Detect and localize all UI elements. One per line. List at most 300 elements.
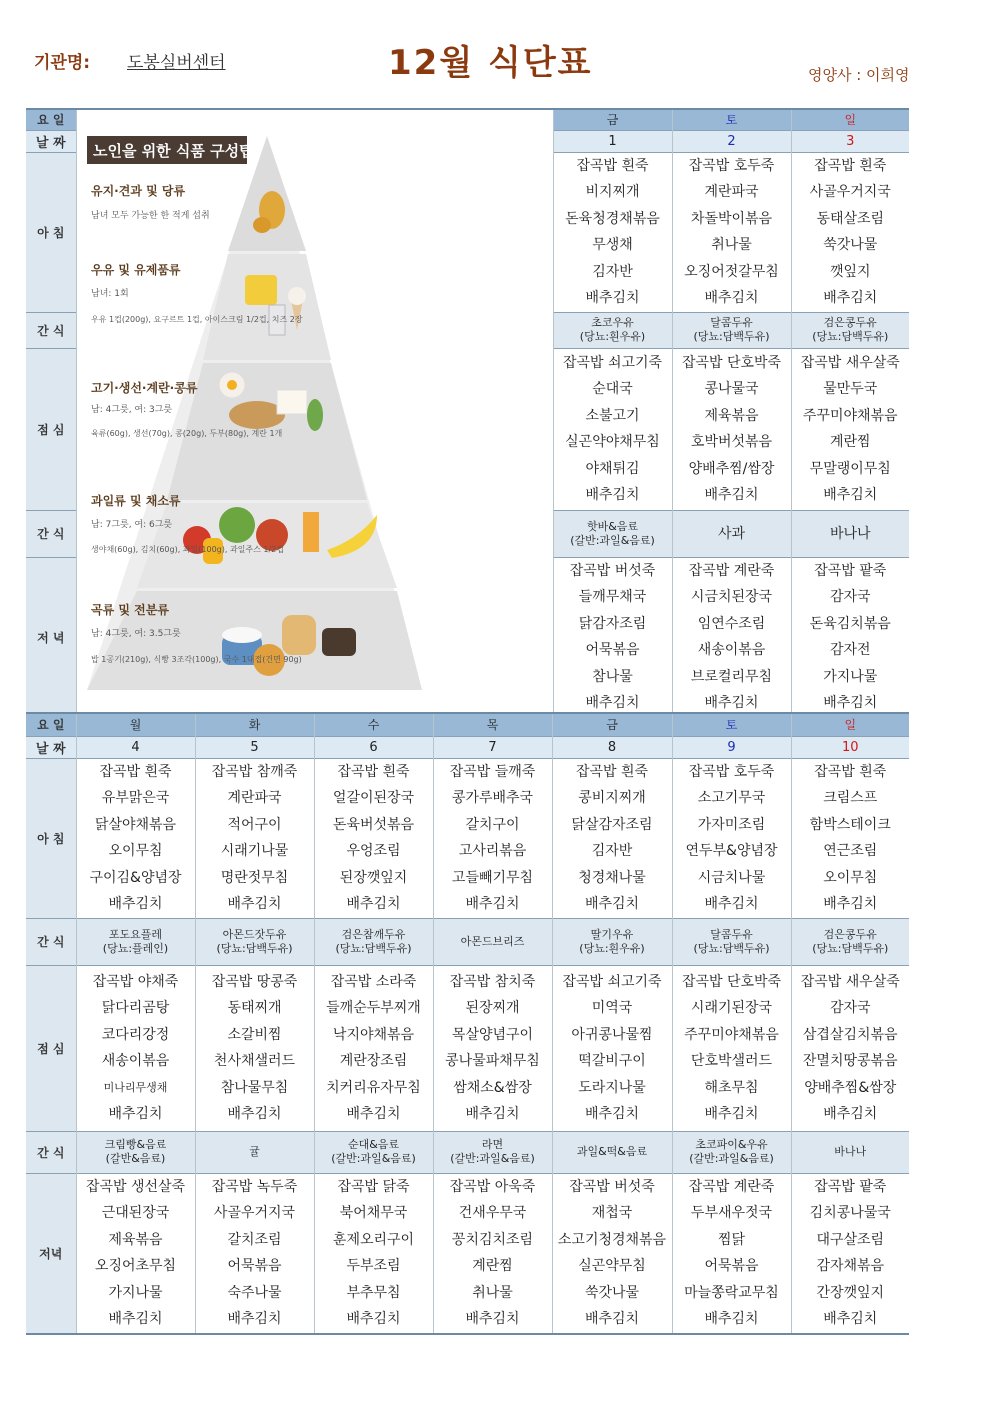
menu-item: 참나물무침 <box>220 1079 289 1096</box>
menu-item: 단호박샐러드 <box>690 1053 773 1069</box>
menu-item: 잡곡밥 흰죽 <box>99 763 172 780</box>
breakfast-cell <box>314 758 433 918</box>
menu-item: 얼갈이된장국 <box>332 790 415 806</box>
menu-item: 두부조림 <box>346 1258 401 1274</box>
menu-item: 배추김치 <box>108 1311 163 1327</box>
snack-item: 검은콩두유 <box>823 316 877 329</box>
day-label: 요 일 <box>26 109 76 130</box>
menu-item: 꽁치김치조림 <box>451 1231 534 1248</box>
breakfast-cell <box>195 758 314 918</box>
date-cell: 8 <box>552 736 672 758</box>
menu-item: 잡곡밥 소라죽 <box>330 973 417 990</box>
menu-item: 배추김치 <box>465 1106 520 1122</box>
menu-item: 잔멸치땅콩볶음 <box>802 1053 898 1069</box>
dietitian: 영양사 : 이희영 <box>808 66 910 84</box>
snack-item: 달콤두유 <box>710 927 753 941</box>
snack-item: (당뇨:담백두유) <box>693 941 770 955</box>
menu-item: 쌈채소&쌈장 <box>453 1079 532 1096</box>
menu-item: 크림스프 <box>823 790 878 806</box>
tier-desc: 남녀: 1회 <box>91 289 129 299</box>
tier-name: 곡류 및 전분류 <box>91 603 169 617</box>
menu-item: 배추김치 <box>704 896 759 912</box>
menu-item: 잡곡밥 흰죽 <box>576 157 649 174</box>
menu-item: 청경채나물 <box>578 869 646 886</box>
menu-item: 명란젓무침 <box>220 869 289 886</box>
menu-item: 무말랭이무침 <box>809 460 891 477</box>
menu-item: 미역국 <box>591 1000 633 1016</box>
menu-item: 훈제오리구이 <box>332 1231 415 1248</box>
date-label: 날 짜 <box>26 130 76 152</box>
date-cell: 6 <box>314 736 433 758</box>
snack-cell <box>314 918 433 965</box>
menu-item: 대구살조림 <box>816 1231 885 1248</box>
day-cell: 일 <box>791 713 909 736</box>
lunch-cell <box>672 965 791 1131</box>
menu-item: 양배추찜/쌈장 <box>688 460 775 477</box>
menu-item: 잡곡밥 야채죽 <box>92 973 179 990</box>
menu-item: 배추김치 <box>108 896 163 912</box>
menu-item: 함박스테이크 <box>809 816 891 833</box>
menu-item: 잡곡밥 단호박죽 <box>681 354 782 371</box>
snack-cell <box>195 1131 314 1173</box>
date-cell: 9 <box>672 736 791 758</box>
snack-item: (당뇨:담백두유) <box>693 330 770 343</box>
menu-item: 잡곡밥 흰죽 <box>575 763 649 780</box>
snack-cell <box>552 918 672 965</box>
menu-item: 감자국 <box>829 1000 871 1016</box>
menu-item: 어묵볶음 <box>227 1258 282 1274</box>
menu-item: 적어구이 <box>227 816 282 833</box>
institution-name: 도봉실버센터 <box>127 53 226 73</box>
snack-item: 사과 <box>717 525 746 542</box>
menu-item: 취나물 <box>472 1284 513 1301</box>
menu-item: 배추김치 <box>704 487 759 503</box>
menu-item: 감자전 <box>829 642 871 658</box>
menu-item: 닭살야채볶음 <box>94 816 177 833</box>
tier-desc: 남: 7그릇, 여: 6그릇 <box>91 520 173 530</box>
snack-item: 달콤두유 <box>710 316 753 329</box>
snack-item: (당뇨:흰우유) <box>579 941 645 955</box>
day-cell: 목 <box>433 713 552 736</box>
lunch-label: 점 심 <box>26 348 76 510</box>
tier-name: 유지·견과 및 당류 <box>91 184 186 198</box>
menu-item: 잡곡밥 흰죽 <box>337 763 410 780</box>
lunch-cell <box>314 965 433 1131</box>
menu-item: 오징어초무침 <box>94 1258 177 1274</box>
lunch-cell <box>552 965 672 1131</box>
menu-item: 코다리강정 <box>101 1026 170 1043</box>
menu-item: 잡곡밥 쇠고기죽 <box>562 973 662 990</box>
menu-item: 잡곡밥 들깨죽 <box>449 763 536 780</box>
menu-item: 오징어젓갈무침 <box>684 263 779 280</box>
menu-item: 배추김치 <box>227 1311 282 1327</box>
breakfast-cell <box>553 152 672 312</box>
date-cell: 1 <box>553 130 672 152</box>
menu-item: 가지나물 <box>823 668 878 685</box>
snack-item: (갈반:과일&음료) <box>450 1152 535 1165</box>
snack-item: (당뇨:담백두유) <box>812 330 889 343</box>
snack-cell <box>553 312 672 348</box>
menu-item: 해초무침 <box>704 1079 759 1096</box>
menu-item: 유부맑은국 <box>101 790 170 806</box>
tier-detail: 생야채(60g), 김치(60g), 과일(100g), 과일주스 1/2컵 <box>91 545 285 554</box>
menu-item: 잡곡밥 새우살죽 <box>800 354 900 371</box>
menu-item: 깻잎지 <box>829 263 871 280</box>
lunch-cell <box>672 348 791 510</box>
lunch-cell <box>433 965 552 1131</box>
snack-item: 핫바&음료 <box>586 519 639 533</box>
menu-item: 양배추찜&쌈장 <box>804 1079 897 1096</box>
menu-item: 배추김치 <box>585 695 640 711</box>
cheese-icon <box>245 275 277 305</box>
menu-item: 계란찜 <box>472 1258 513 1274</box>
menu-item: 잡곡밥 아욱죽 <box>449 1178 536 1195</box>
lunch-label: 점 심 <box>26 965 76 1131</box>
lunch-cell <box>791 965 909 1131</box>
menu-item: 호박버섯볶음 <box>690 434 773 450</box>
snack-cell <box>672 510 791 557</box>
menu-item: 부추무침 <box>346 1284 401 1301</box>
snack-item: (당뇨:담백두유) <box>335 941 412 955</box>
dinner-cell <box>314 1173 433 1334</box>
menu-item: 건새우무국 <box>458 1205 527 1221</box>
menu-item: 차돌박이볶음 <box>690 210 773 227</box>
snack-item: 검은콩두유 <box>823 927 877 941</box>
menu-item: 동태살조림 <box>816 210 885 227</box>
snack-item: (갈반&음료) <box>105 1152 166 1165</box>
menu-item: 잡곡밥 버섯죽 <box>569 562 656 579</box>
breakfast-label: 아 침 <box>26 152 76 312</box>
day-cell: 월 <box>76 713 195 736</box>
menu-item: 재첩국 <box>591 1205 633 1221</box>
menu-item: 소고기청경채볶음 <box>557 1231 667 1248</box>
tier-desc: 남: 4그릇, 여: 3그릇 <box>91 405 173 415</box>
menu-item: 소불고기 <box>585 407 640 424</box>
snack-cell <box>433 1131 552 1173</box>
day-label: 요 일 <box>26 713 76 736</box>
menu-item: 잡곡밥 버섯죽 <box>569 1178 655 1195</box>
snack-item: (갈반:과일&음료) <box>570 533 655 547</box>
menu-item: 잡곡밥 생선살죽 <box>85 1178 186 1195</box>
menu-item: 닭감자조림 <box>578 615 647 632</box>
tier-name: 우유 및 유제품류 <box>91 263 181 277</box>
menu-item: 제육볶음 <box>704 407 759 424</box>
menu-item: 잡곡밥 참치죽 <box>449 973 536 990</box>
snack-item: (갈반:과일&음료) <box>331 1152 416 1165</box>
menu-item: 잡곡밥 새우살죽 <box>800 973 900 990</box>
tier-desc: 남녀 모두 가능한 한 적게 섭취 <box>91 211 210 221</box>
menu-item: 취나물 <box>711 237 752 253</box>
snack-item: 바나나 <box>834 1145 867 1158</box>
snack-item: 아몬드브리즈 <box>460 934 525 948</box>
menu-item: 배추김치 <box>584 1106 640 1122</box>
menu-item: 북어채무국 <box>339 1205 408 1221</box>
menu-item: 감자채볶음 <box>816 1258 885 1274</box>
menu-item: 배추김치 <box>584 1311 640 1327</box>
snack-cell <box>76 918 195 965</box>
menu-item: 잡곡밥 계란죽 <box>688 562 775 579</box>
lunch-cell <box>76 965 195 1131</box>
menu-item: 고들빼기무침 <box>451 869 534 886</box>
menu-item: 순대국 <box>592 381 633 397</box>
date-cell: 2 <box>672 130 791 152</box>
menu-item: 비지찌개 <box>585 184 640 200</box>
dinner-cell <box>791 1173 909 1334</box>
snack-cell <box>791 312 909 348</box>
menu-item: 들깨순두부찌개 <box>326 1000 421 1016</box>
menu-item: 목살양념구이 <box>451 1026 534 1043</box>
menu-item: 배추김치 <box>585 487 640 503</box>
menu-item: 가자미조림 <box>697 816 766 833</box>
breakfast-cell <box>672 152 791 312</box>
menu-item: 배추김치 <box>704 1106 759 1122</box>
snack-cell <box>672 1131 791 1173</box>
institution-label: 기관명: <box>34 53 91 73</box>
menu-item: 떡갈비구이 <box>578 1053 646 1069</box>
snack-item: 초코파이&우유 <box>695 1138 768 1151</box>
menu-item: 감자국 <box>829 589 871 605</box>
menu-item: 콩나물국 <box>704 381 759 397</box>
menu-item: 계란파국 <box>704 184 759 200</box>
breakfast-label: 아 침 <box>26 758 76 918</box>
menu-item: 오이무침 <box>108 843 163 859</box>
menu-item: 물만두국 <box>823 381 878 397</box>
lunch-cell <box>553 348 672 510</box>
menu-item: 참나물 <box>592 668 633 685</box>
day-cell: 일 <box>791 109 909 130</box>
day-cell: 수 <box>314 713 433 736</box>
menu-item: 천사채샐러드 <box>213 1053 296 1069</box>
menu-item: 제육볶음 <box>108 1231 163 1248</box>
breakfast-cell <box>433 758 552 918</box>
menu-item: 잡곡밥 팥죽 <box>814 562 887 579</box>
menu-item: 들깨무채국 <box>578 589 647 605</box>
dinner-cell <box>791 557 909 717</box>
menu-item: 고사리볶음 <box>458 843 527 859</box>
menu-item: 미나리무생채 <box>103 1080 168 1094</box>
snack-item: 귤 <box>249 1145 260 1158</box>
menu-item: 닭다리곰탕 <box>101 1000 170 1016</box>
snack-cell <box>314 1131 433 1173</box>
menu-item: 배추김치 <box>823 1311 878 1327</box>
bread-icon <box>282 615 316 655</box>
menu-item: 시금치나물 <box>697 869 766 886</box>
menu-item: 치커리유자무침 <box>326 1079 421 1096</box>
snack-item: 크림빵&음료 <box>104 1138 167 1151</box>
lunch-cell <box>195 965 314 1131</box>
page-title: 12월 식단표 <box>388 43 593 83</box>
snack-item: (당뇨:흰우유) <box>579 330 646 343</box>
menu-item: 어묵볶음 <box>585 642 640 658</box>
bean-icon <box>307 399 323 431</box>
menu-item: 돈육김치볶음 <box>809 615 891 632</box>
food-pyramid-graphic <box>77 130 427 694</box>
snack-cell <box>195 918 314 965</box>
tier-detail: 우유 1컵(200g), 요구르트 1컵, 아이스크림 1/2컵, 치즈 2장 <box>91 315 303 324</box>
snack-cell <box>433 918 552 965</box>
snack-item: 검은참깨두유 <box>341 927 406 941</box>
menu-item: 아귀콩나물찜 <box>571 1026 653 1043</box>
menu-item: 콩가루배추국 <box>451 790 534 806</box>
menu-item: 배추김치 <box>346 1106 401 1122</box>
menu-item: 잡곡밥 흰죽 <box>814 763 887 780</box>
menu-item: 시래기나물 <box>220 843 289 859</box>
menu-item: 숙주나물 <box>227 1284 282 1301</box>
menu-item: 간장깻잎지 <box>816 1284 885 1301</box>
menu-item: 삼겹살김치볶음 <box>802 1026 898 1043</box>
menu-item: 잡곡밥 녹두죽 <box>211 1178 298 1195</box>
snack-cell <box>791 510 909 557</box>
menu-item: 사골우거지국 <box>213 1205 296 1221</box>
menu-item: 잡곡밥 땅콩죽 <box>211 973 298 990</box>
menu-item: 계란장조림 <box>339 1053 408 1069</box>
menu-item: 잡곡밥 흰죽 <box>814 157 887 174</box>
menu-item: 배추김치 <box>823 487 878 503</box>
menu-item: 두부새우젓국 <box>690 1205 773 1221</box>
menu-item: 잡곡밥 단호박죽 <box>681 973 782 990</box>
pyramid-title: 노인을 위한 식품 구성탑 <box>93 142 254 160</box>
dinner-cell <box>433 1173 552 1334</box>
snack-cell <box>76 1131 195 1173</box>
menu-item: 잡곡밥 호두죽 <box>688 157 775 174</box>
menu-item: 임연수조림 <box>697 615 766 632</box>
menu-item: 배추김치 <box>465 896 520 912</box>
menu-item: 실곤약야채무침 <box>565 434 660 450</box>
menu-item: 배추김치 <box>823 896 878 912</box>
menu-item: 배추김치 <box>823 1106 878 1122</box>
date-cell: 4 <box>76 736 195 758</box>
dinner-label: 저 녁 <box>26 557 76 717</box>
menu-item: 잡곡밥 호두죽 <box>688 763 775 780</box>
menu-item: 구이김&양념장 <box>89 869 182 886</box>
snack-item: 초코우유 <box>591 316 634 329</box>
snack-label: 간 식 <box>26 1131 76 1173</box>
menu-item: 배추김치 <box>346 1311 401 1327</box>
snack-item: 바나나 <box>829 525 871 542</box>
dinner-cell <box>76 1173 195 1334</box>
menu-item: 연두부&양념장 <box>685 843 778 859</box>
date-label: 날 짜 <box>26 736 76 758</box>
menu-item: 쑥갓나물 <box>584 1284 640 1301</box>
menu-item: 배추김치 <box>704 695 759 711</box>
menu-item: 사골우거지국 <box>809 184 891 200</box>
menu-item: 배추김치 <box>585 290 640 306</box>
date-cell: 10 <box>791 736 909 758</box>
menu-item: 동태찌개 <box>227 1000 282 1016</box>
menu-item: 갈치구이 <box>465 816 520 833</box>
menu-item: 무생채 <box>592 237 633 253</box>
menu-item: 잡곡밥 계란죽 <box>688 1178 775 1195</box>
snack-item: (당뇨:담백두유) <box>216 941 293 955</box>
menu-item: 잡곡밥 참깨죽 <box>211 763 298 780</box>
tier-detail: 육류(60g), 생선(70g), 콩(20g), 두부(80g), 계란 1개 <box>91 429 283 438</box>
tofu-icon <box>277 390 307 414</box>
day-cell: 토 <box>672 109 791 130</box>
snack-cell <box>791 918 909 965</box>
menu-item: 배추김치 <box>465 1311 520 1327</box>
menu-item: 갈치조림 <box>227 1231 282 1248</box>
menu-item: 우엉조림 <box>346 843 401 859</box>
menu-item: 계란파국 <box>227 790 282 806</box>
menu-item: 소갈비찜 <box>227 1026 282 1043</box>
juice-icon <box>303 512 319 552</box>
menu-item: 시금치된장국 <box>690 589 773 605</box>
menu-item: 마늘쫑락교무침 <box>684 1284 779 1301</box>
day-cell: 화 <box>195 713 314 736</box>
tier-detail: 밥 1공기(210g), 식빵 3조각(100g), 국수 1대접(건면 90g) <box>91 655 302 664</box>
menu-item: 주꾸미야채볶음 <box>684 1026 779 1043</box>
day-cell: 토 <box>672 713 791 736</box>
menu-item: 연근조림 <box>823 843 878 859</box>
menu-item: 브로컬리무침 <box>690 668 773 685</box>
menu-item: 잡곡밥 닭죽 <box>337 1178 410 1195</box>
menu-table-week2 <box>26 712 909 1335</box>
menu-item: 배추김치 <box>823 290 878 306</box>
menu-item: 돈육청경채볶음 <box>565 210 660 227</box>
menu-item: 주꾸미야채볶음 <box>802 407 898 424</box>
breakfast-cell <box>672 758 791 918</box>
snack-item: (갈반:과일&음료) <box>689 1152 774 1165</box>
menu-item: 오이무침 <box>823 869 878 886</box>
snack-item: 라면 <box>481 1138 504 1151</box>
tier-desc: 남: 4그릇, 여: 3.5그릇 <box>91 629 181 639</box>
date-cell: 7 <box>433 736 552 758</box>
breakfast-cell <box>791 758 909 918</box>
menu-item: 배추김치 <box>346 896 401 912</box>
menu-item: 실곤약무침 <box>578 1258 646 1274</box>
menu-item: 닭살감자조림 <box>571 816 653 833</box>
snack-item: 아몬드잣두유 <box>222 927 287 941</box>
cabbage-icon <box>219 507 255 543</box>
menu-item: 쑥갓나물 <box>823 237 878 253</box>
snack-cell <box>672 312 791 348</box>
snack-label: 간 식 <box>26 510 76 557</box>
menu-item: 소고기무국 <box>697 790 766 806</box>
snack-item: 포도요플레 <box>108 927 163 941</box>
menu-item: 근대된장국 <box>101 1205 170 1221</box>
snack-cell <box>552 1131 672 1173</box>
menu-item: 계란찜 <box>829 434 871 450</box>
menu-item: 콩나물파채무침 <box>445 1053 540 1069</box>
menu-item: 가지나물 <box>108 1284 163 1301</box>
menu-item: 된장깻잎지 <box>339 869 408 886</box>
menu-item: 야채튀김 <box>585 460 640 477</box>
menu-item: 잡곡밥 팥죽 <box>814 1178 887 1195</box>
menu-item: 새송이볶음 <box>101 1053 170 1069</box>
breakfast-cell <box>76 758 195 918</box>
menu-item: 배추김치 <box>227 896 282 912</box>
menu-item: 된장찌개 <box>465 1000 520 1016</box>
menu-item: 배추김치 <box>823 695 878 711</box>
menu-item: 배추김치 <box>108 1106 163 1122</box>
menu-item: 콩비지찌개 <box>578 790 646 806</box>
lunch-cell <box>791 348 909 510</box>
noodle-bowl-icon <box>322 628 356 656</box>
menu-item: 어묵볶음 <box>704 1258 759 1274</box>
menu-item: 김자반 <box>591 843 633 859</box>
snack-cell <box>791 1131 909 1173</box>
dinner-cell <box>552 1173 672 1334</box>
breakfast-cell <box>791 152 909 312</box>
menu-item: 배추김치 <box>584 896 640 912</box>
menu-item: 배추김치 <box>704 290 759 306</box>
tier-name: 과일류 및 채소류 <box>91 494 181 508</box>
menu-item: 김자반 <box>592 263 633 280</box>
snack-cell <box>553 510 672 557</box>
breakfast-cell <box>552 758 672 918</box>
tier-name: 고기·생선·계란·콩류 <box>91 381 198 395</box>
menu-item: 잡곡밥 쇠고기죽 <box>562 354 663 371</box>
